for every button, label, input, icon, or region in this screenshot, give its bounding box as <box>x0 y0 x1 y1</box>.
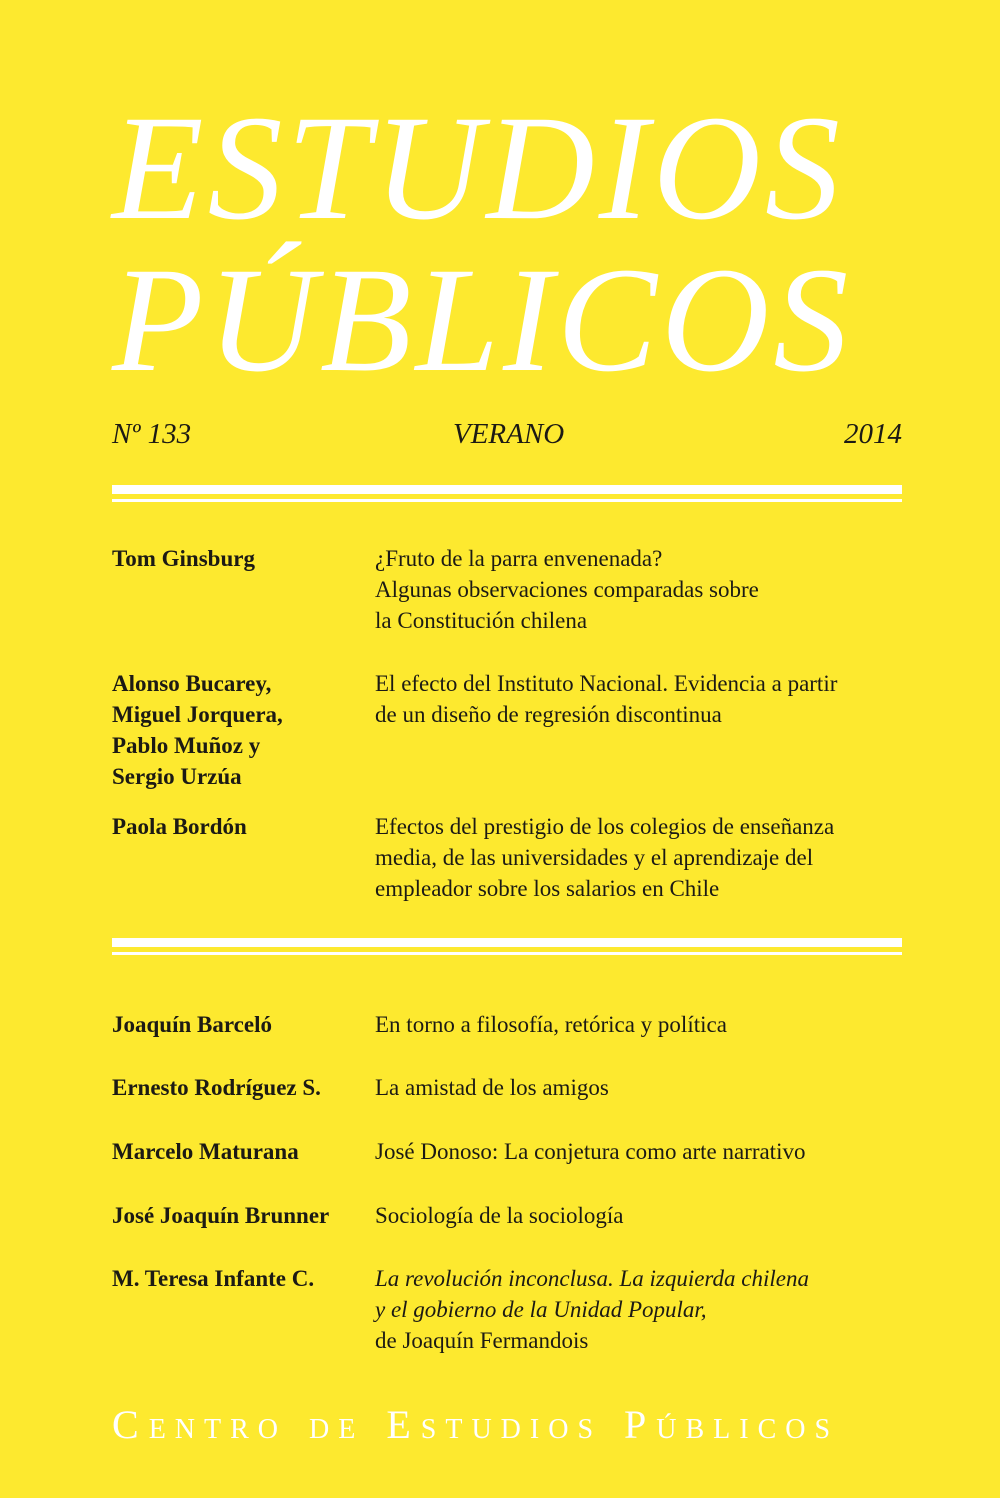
title-line: de un diseño de regresión discontinua <box>375 702 722 727</box>
toc-author <box>112 1009 362 1040</box>
author-line: Pablo Muñoz y <box>112 733 261 758</box>
title-line: José Donoso: La conjetura como arte narrativo <box>375 1139 806 1164</box>
title-line: media, de las universidades y el aprendizaje del <box>375 845 814 870</box>
title-line-book: y el gobierno de la Unidad Popular, <box>375 1297 707 1322</box>
toc-article-title <box>375 668 915 730</box>
toc-article-title <box>375 811 915 904</box>
title-line: La amistad de los amigos <box>375 1075 609 1100</box>
toc-author <box>112 1200 362 1231</box>
toc-author <box>112 1136 362 1167</box>
toc-article-title <box>375 1200 915 1231</box>
title-line: Efectos del prestigio de los colegios de enseñanza <box>375 814 835 839</box>
author-line: José Joaquín Brunner <box>112 1203 330 1228</box>
footer-initial: E <box>386 1402 421 1447</box>
author-line: Miguel Jorquera, <box>112 702 283 727</box>
title-line: El efecto del Instituto Nacional. Evidencia a partir <box>375 671 838 696</box>
footer-word-rest: ENTRO <box>148 1414 288 1445</box>
footer-initial: P <box>624 1402 657 1447</box>
toc-author <box>112 1263 362 1294</box>
publisher-name <box>112 1403 839 1452</box>
title-line: de Joaquín Fermandois <box>375 1328 589 1353</box>
issue-number: Nº 133 <box>112 418 192 450</box>
masthead-line-2: PÚBLICOS <box>112 237 853 403</box>
toc-author <box>112 668 362 792</box>
footer-word-rest: STUDIOS <box>420 1414 603 1445</box>
toc-author <box>112 1072 362 1103</box>
issue-season: VERANO <box>453 418 565 450</box>
section-divider-middle <box>112 938 902 955</box>
toc-article-title <box>375 1136 915 1167</box>
author-line: Ernesto Rodríguez S. <box>112 1075 321 1100</box>
masthead-line-1: ESTUDIOS <box>112 85 844 251</box>
author-line: Joaquín Barceló <box>112 1012 272 1037</box>
author-line: M. Teresa Infante C. <box>112 1266 315 1291</box>
title-line: En torno a filosofía, retórica y política <box>375 1012 727 1037</box>
section-divider-top <box>112 485 902 502</box>
title-line: empleador sobre los salarios en Chile <box>375 876 720 901</box>
footer-word-rest: ÚBLICOS <box>656 1414 840 1445</box>
toc-author <box>112 543 362 574</box>
toc-article-title <box>375 1263 915 1356</box>
footer-initial: C <box>112 1402 149 1447</box>
toc-author <box>112 811 362 842</box>
author-line: Tom Ginsburg <box>112 546 255 571</box>
author-line: Alonso Bucarey, <box>112 671 272 696</box>
title-line: ¿Fruto de la parra envenenada? <box>375 546 663 571</box>
title-line-book: La revolución inconclusa. La izquierda chilena <box>375 1266 809 1291</box>
toc-article-title <box>375 1009 915 1040</box>
title-line: la Constitución chilena <box>375 608 588 633</box>
footer-word-rest: DE <box>309 1414 365 1445</box>
author-line: Marcelo Maturana <box>112 1139 299 1164</box>
issue-year: 2014 <box>844 418 902 450</box>
title-line: Algunas observaciones comparadas sobre <box>375 577 759 602</box>
author-line: Sergio Urzúa <box>112 764 242 789</box>
toc-article-title <box>375 1072 915 1103</box>
title-line: Sociología de la sociología <box>375 1203 624 1228</box>
toc-article-title <box>375 543 915 636</box>
author-line: Paola Bordón <box>112 814 247 839</box>
